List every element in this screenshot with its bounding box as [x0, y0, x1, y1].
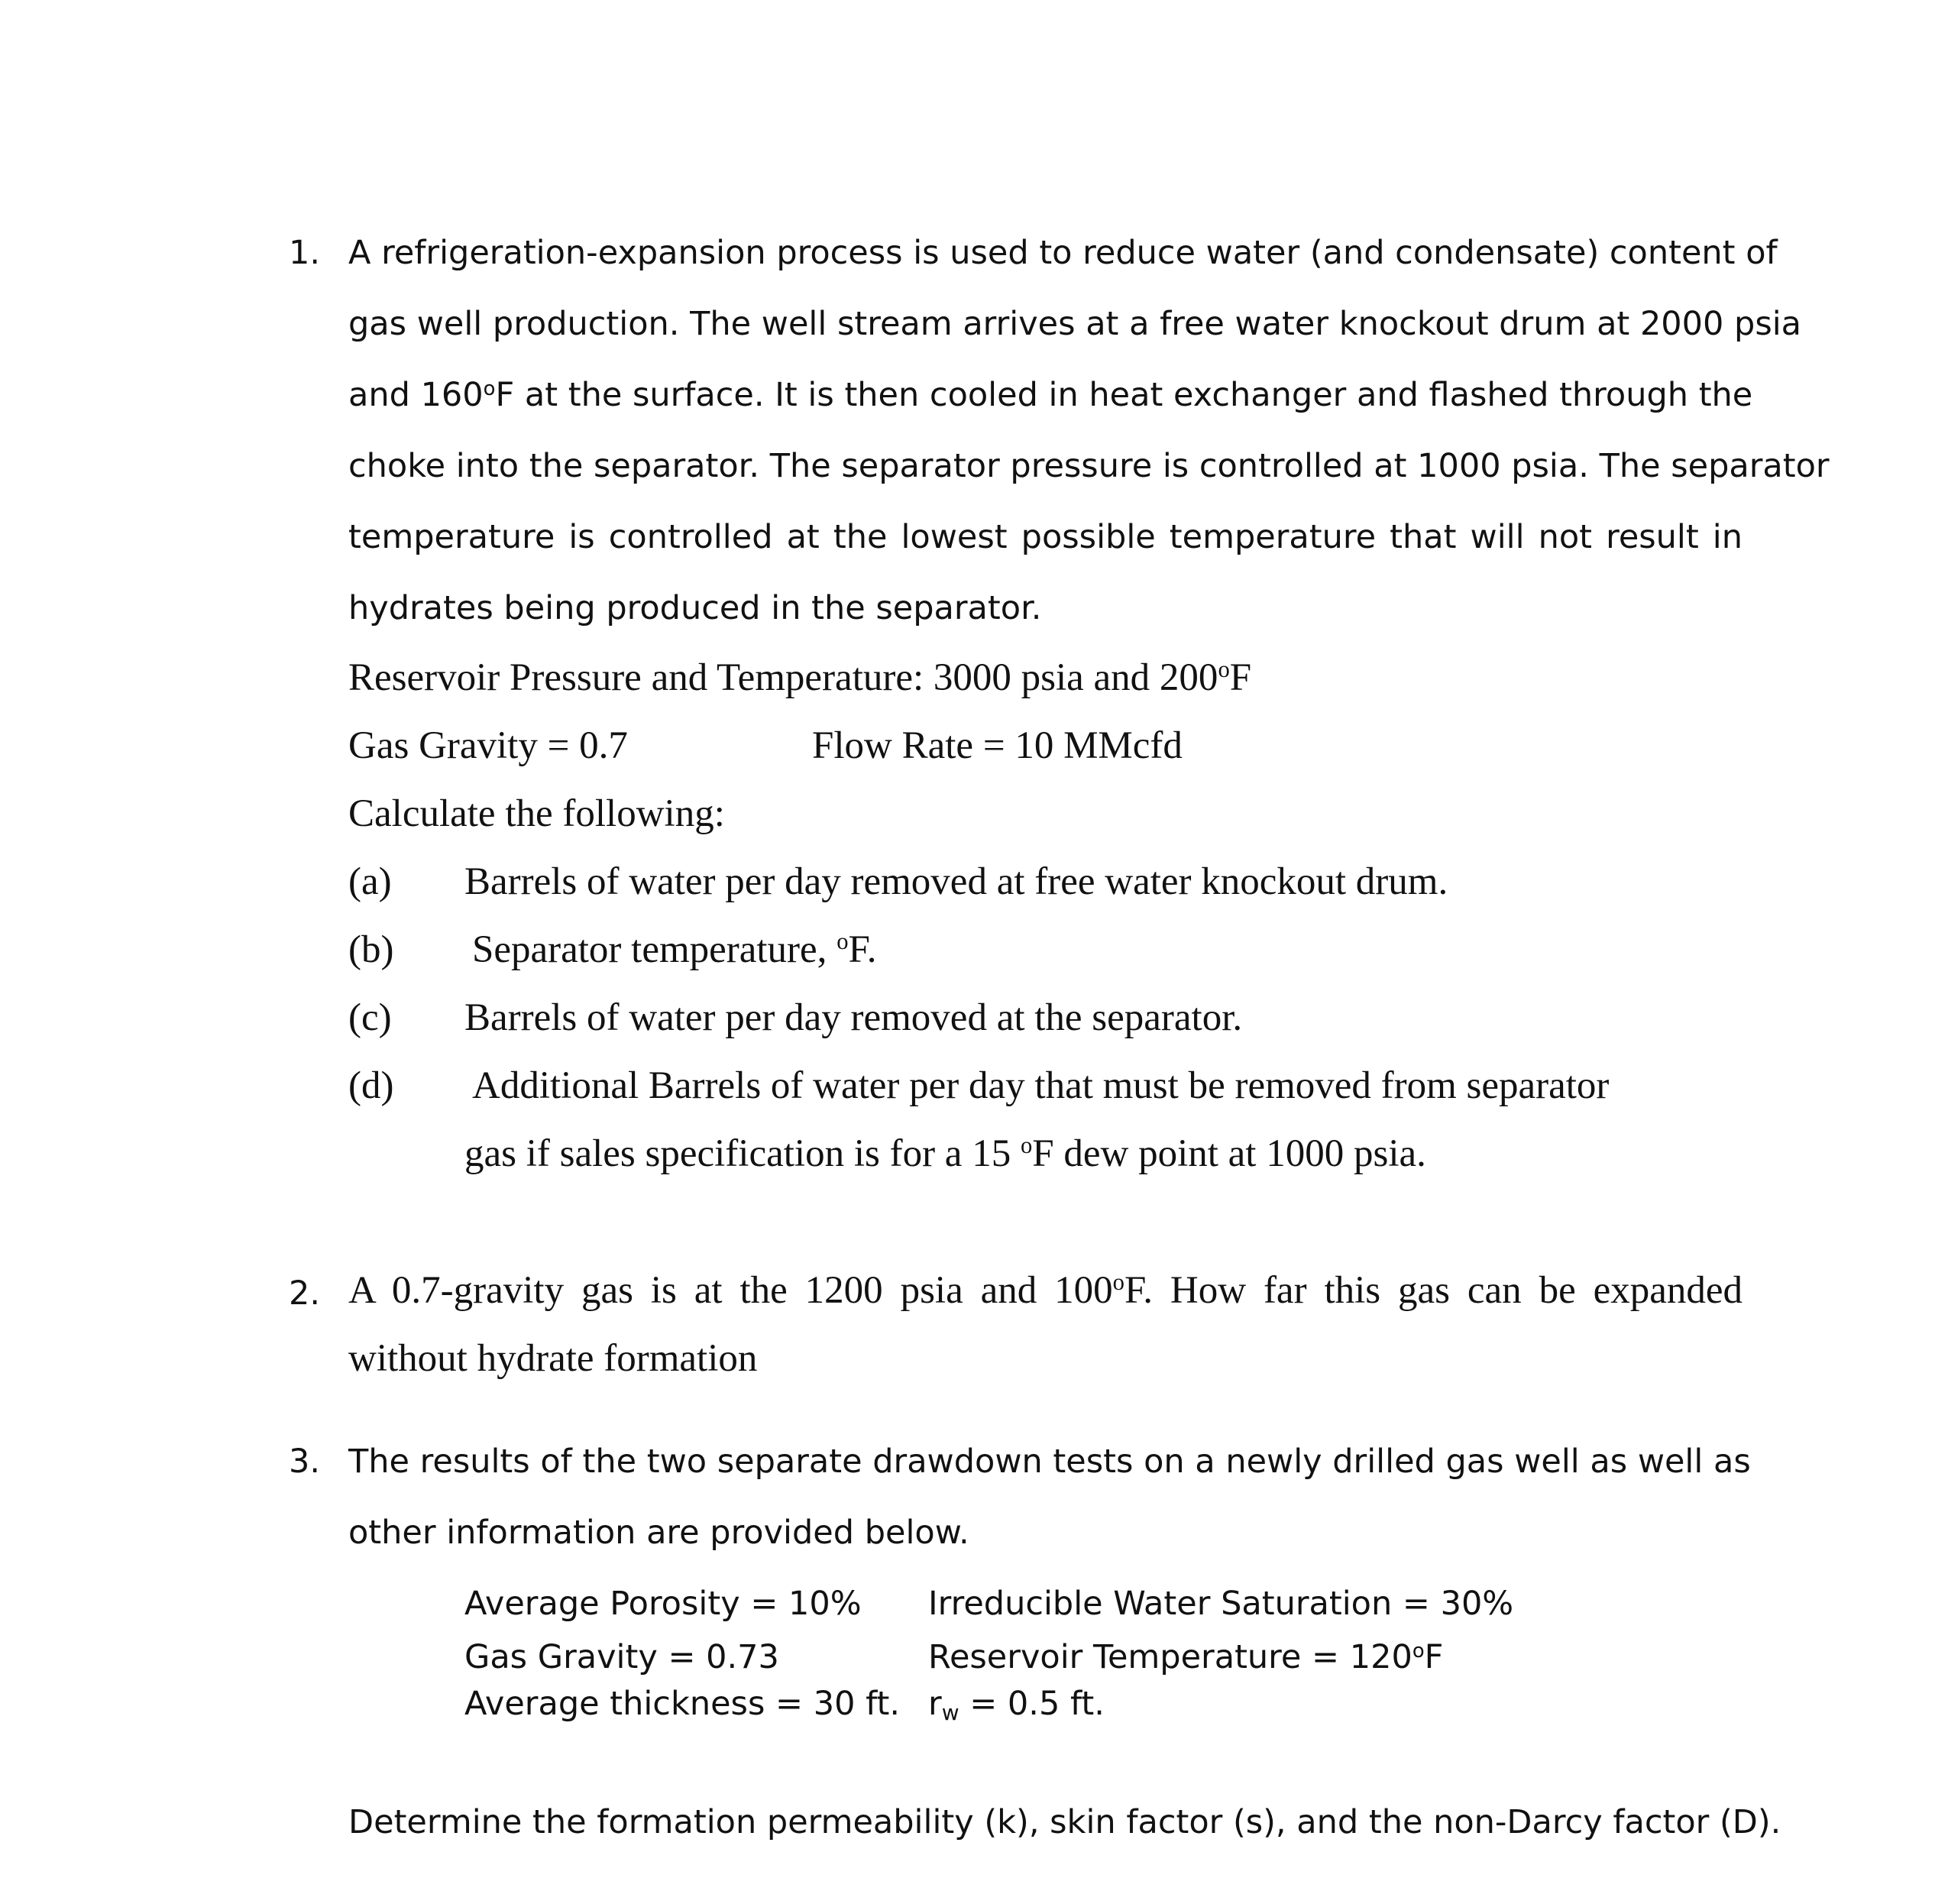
- item-d-text-line-1: Additional Barrels of water per day that must be removed from separator: [472, 1064, 1610, 1107]
- question-3-line-1: The results of the two separate drawdown tests on a newly drilled gas well as well as: [348, 1443, 1751, 1481]
- question-2-number: 2.: [289, 1274, 321, 1313]
- item-a-text: Barrels of water per day removed at free water knockout drum.: [464, 860, 1448, 903]
- item-d-label: (d): [348, 1064, 394, 1107]
- question-1-line-6: hydrates being produced in the separator.: [348, 589, 1042, 627]
- question-1-line-2: gas well production. The well stream arrives at a free water knockout drum at 2000 psia: [348, 305, 1802, 343]
- question-2-line-2: without hydrate formation: [348, 1337, 758, 1380]
- calculate-heading: Calculate the following:: [348, 792, 725, 835]
- question-1-line-1: A refrigeration-expansion process is used to reduce water (and condensate) content of: [348, 234, 1778, 272]
- average-porosity: Average Porosity = 10%: [464, 1585, 862, 1623]
- question-1-number: 1.: [289, 234, 321, 272]
- average-thickness: Average thickness = 30 ft.: [464, 1685, 901, 1723]
- question-2-line-1: A 0.7-gravity gas is at the 1200 psia and 100$^o$F. How far this gas can be expanded: [348, 1269, 1743, 1312]
- reservoir-conditions: Reservoir Pressure and Temperature: 3000 psia and 200$^o$F: [348, 656, 1252, 699]
- question-1-line-4: choke into the separator. The separator pressure is controlled at 1000 psia. The separator: [348, 447, 1830, 485]
- item-a-label: (a): [348, 860, 392, 903]
- gas-gravity: Gas Gravity = 0.7: [348, 724, 628, 767]
- gas-gravity-q3: Gas Gravity = 0.73: [464, 1638, 779, 1676]
- wellbore-radius: $r_w = 0.5$ ft.: [928, 1685, 1105, 1725]
- item-b-text: Separator temperature, $^o$F.: [472, 928, 877, 971]
- question-1-line-5: temperature is controlled at the lowest possible temperature that will not result in: [348, 518, 1743, 556]
- flow-rate: Flow Rate = 10 MMcfd: [812, 724, 1183, 767]
- question-3-line-2: other information are provided below.: [348, 1514, 969, 1552]
- reservoir-temperature: Reservoir Temperature = $120^oF$: [928, 1638, 1444, 1676]
- item-c-label: (c): [348, 996, 392, 1039]
- question-3-number: 3.: [289, 1443, 321, 1481]
- item-c-text: Barrels of water per day removed at the separator.: [464, 996, 1243, 1039]
- item-b-label: (b): [348, 928, 394, 971]
- question-1-line-3: and 160$^o$F at the surface. It is then cooled in heat exchanger and flashed through the: [348, 376, 1753, 414]
- item-d-text-line-2: gas if sales specification is for a 15 $^o$F dew point at 1000 psia.: [464, 1132, 1426, 1175]
- determine-statement: Determine the formation permeability (k), skin factor (s), and the non-Darcy factor (D).: [348, 1803, 1781, 1841]
- irreducible-water-saturation: Irreducible Water Saturation = 30%: [928, 1585, 1514, 1623]
